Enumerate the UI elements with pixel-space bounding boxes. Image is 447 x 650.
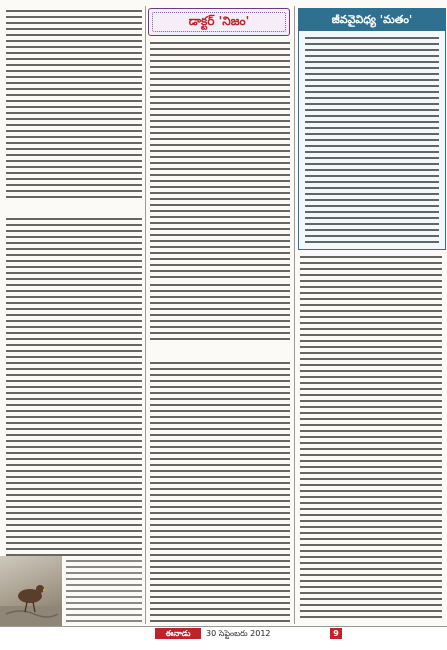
page-footer <box>0 626 447 649</box>
left-column-section-1-text <box>6 218 142 556</box>
left-column-intro-text <box>6 10 142 200</box>
article-title-box <box>148 8 290 36</box>
sidebar-box <box>298 8 446 250</box>
article-title: డాక్టర్ 'నిజం' <box>188 14 250 28</box>
middle-column-lead-text <box>150 42 290 280</box>
middle-column-body-text-2 <box>150 362 290 622</box>
right-column-body-text <box>300 256 442 622</box>
sidebar-text <box>305 37 439 243</box>
left-column-tail-text <box>66 560 142 622</box>
bird-illustration <box>0 556 62 628</box>
photo-bird-on-water <box>0 556 62 628</box>
page-number: 9 <box>330 628 342 639</box>
publication-logo: ఈనాడు ఆదివారం <box>155 628 201 639</box>
footer-date: 30 సెప్టెంబరు 2012 <box>206 629 271 638</box>
middle-column-body-text-1 <box>150 284 290 344</box>
sidebar-title: జీవవైవిధ్య 'మతం' <box>299 9 445 31</box>
column-divider-left <box>145 6 146 624</box>
column-divider-right <box>294 6 295 624</box>
